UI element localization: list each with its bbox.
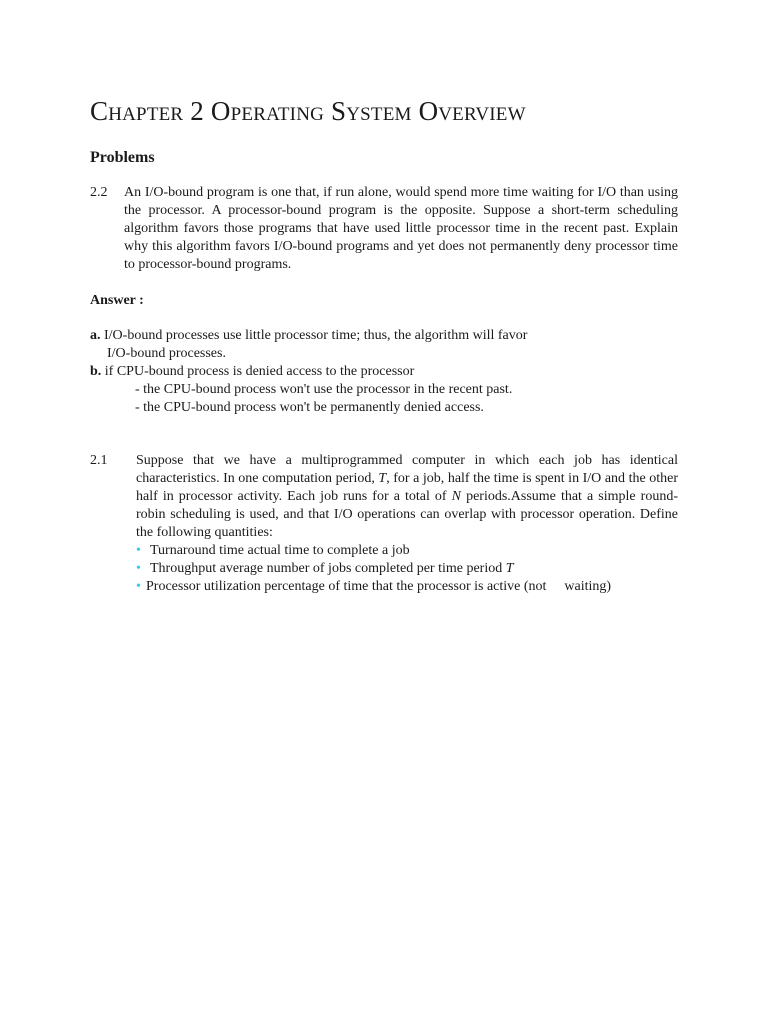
definition-list <box>136 542 678 596</box>
problem-number: 2.1 <box>90 453 108 468</box>
variable-n: N <box>451 489 461 504</box>
answer-body <box>90 327 690 417</box>
answer-b-line1 <box>90 363 690 381</box>
problem-2-1 <box>90 452 678 596</box>
problem-text-part3: periods.Assume that a simple round-robin scheduling is used, and that I/O operations can overlap with processor operation. Define the following quantities: <box>136 489 679 540</box>
list-item <box>136 578 678 596</box>
list-item <box>136 542 678 560</box>
variable-t: T <box>378 471 387 486</box>
answer-b-label: b. <box>90 364 102 379</box>
answer-b-text: if CPU-bound process is denied access to the processor <box>104 364 415 379</box>
answer-heading: Answer : <box>90 293 144 308</box>
list-item <box>136 560 678 578</box>
problem-text-part2: , for a job, half the time is spent in I/O and the other half in processor activity. Each job runs for a total of <box>136 471 678 504</box>
chapter-number: 2 <box>190 96 204 126</box>
list-item-text: Processor utilization percentage of time that the processor is active (not <box>146 579 547 594</box>
answer-a-text: I/O-bound processes use little processor time; thus, the algorithm will favor <box>104 328 528 343</box>
variable-t: T <box>505 561 514 576</box>
list-item-text: waiting) <box>564 579 612 594</box>
bullet-icon: • <box>136 543 141 558</box>
chapter-title <box>90 94 526 128</box>
bullet-icon: • <box>136 579 141 594</box>
answer-b-line3: - the CPU-bound process won't be permanently denied access. <box>135 400 484 415</box>
answer-a-line2: I/O-bound processes. <box>107 346 226 361</box>
answer-a-line1 <box>90 327 690 345</box>
answer-b-line2: - the CPU-bound process won't use the processor in the recent past. <box>135 382 513 397</box>
bullet-icon: • <box>136 561 141 576</box>
section-heading: Problems <box>90 149 155 166</box>
problem-text: An I/O-bound program is one that, if run alone, would spend more time waiting for I/O than using the processor. A processor-bound program is the opposite. Suppose a short-term scheduling algorithm favors those programs that have used little processor time in the recent past. Explain why this algorithm favors I/O-bound programs and yet does not permanently deny processor time to processor-bound programs. <box>124 185 678 272</box>
list-item-text: Turnaround time actual time to complete a job <box>150 543 410 558</box>
answer-a-label: a. <box>90 328 101 343</box>
chapter-name: Operating System Overview <box>210 96 526 126</box>
list-item-text: Throughput average number of jobs completed per time period <box>150 561 506 576</box>
problem-text <box>136 452 678 596</box>
problem-number: 2.2 <box>90 185 108 200</box>
chapter-word: Chapter <box>90 96 184 126</box>
problem-text-part1: Suppose that we have a multiprogrammed computer in which each job has identical characteristics. In one computation period, <box>136 453 678 486</box>
problem-2-2 <box>90 184 678 274</box>
